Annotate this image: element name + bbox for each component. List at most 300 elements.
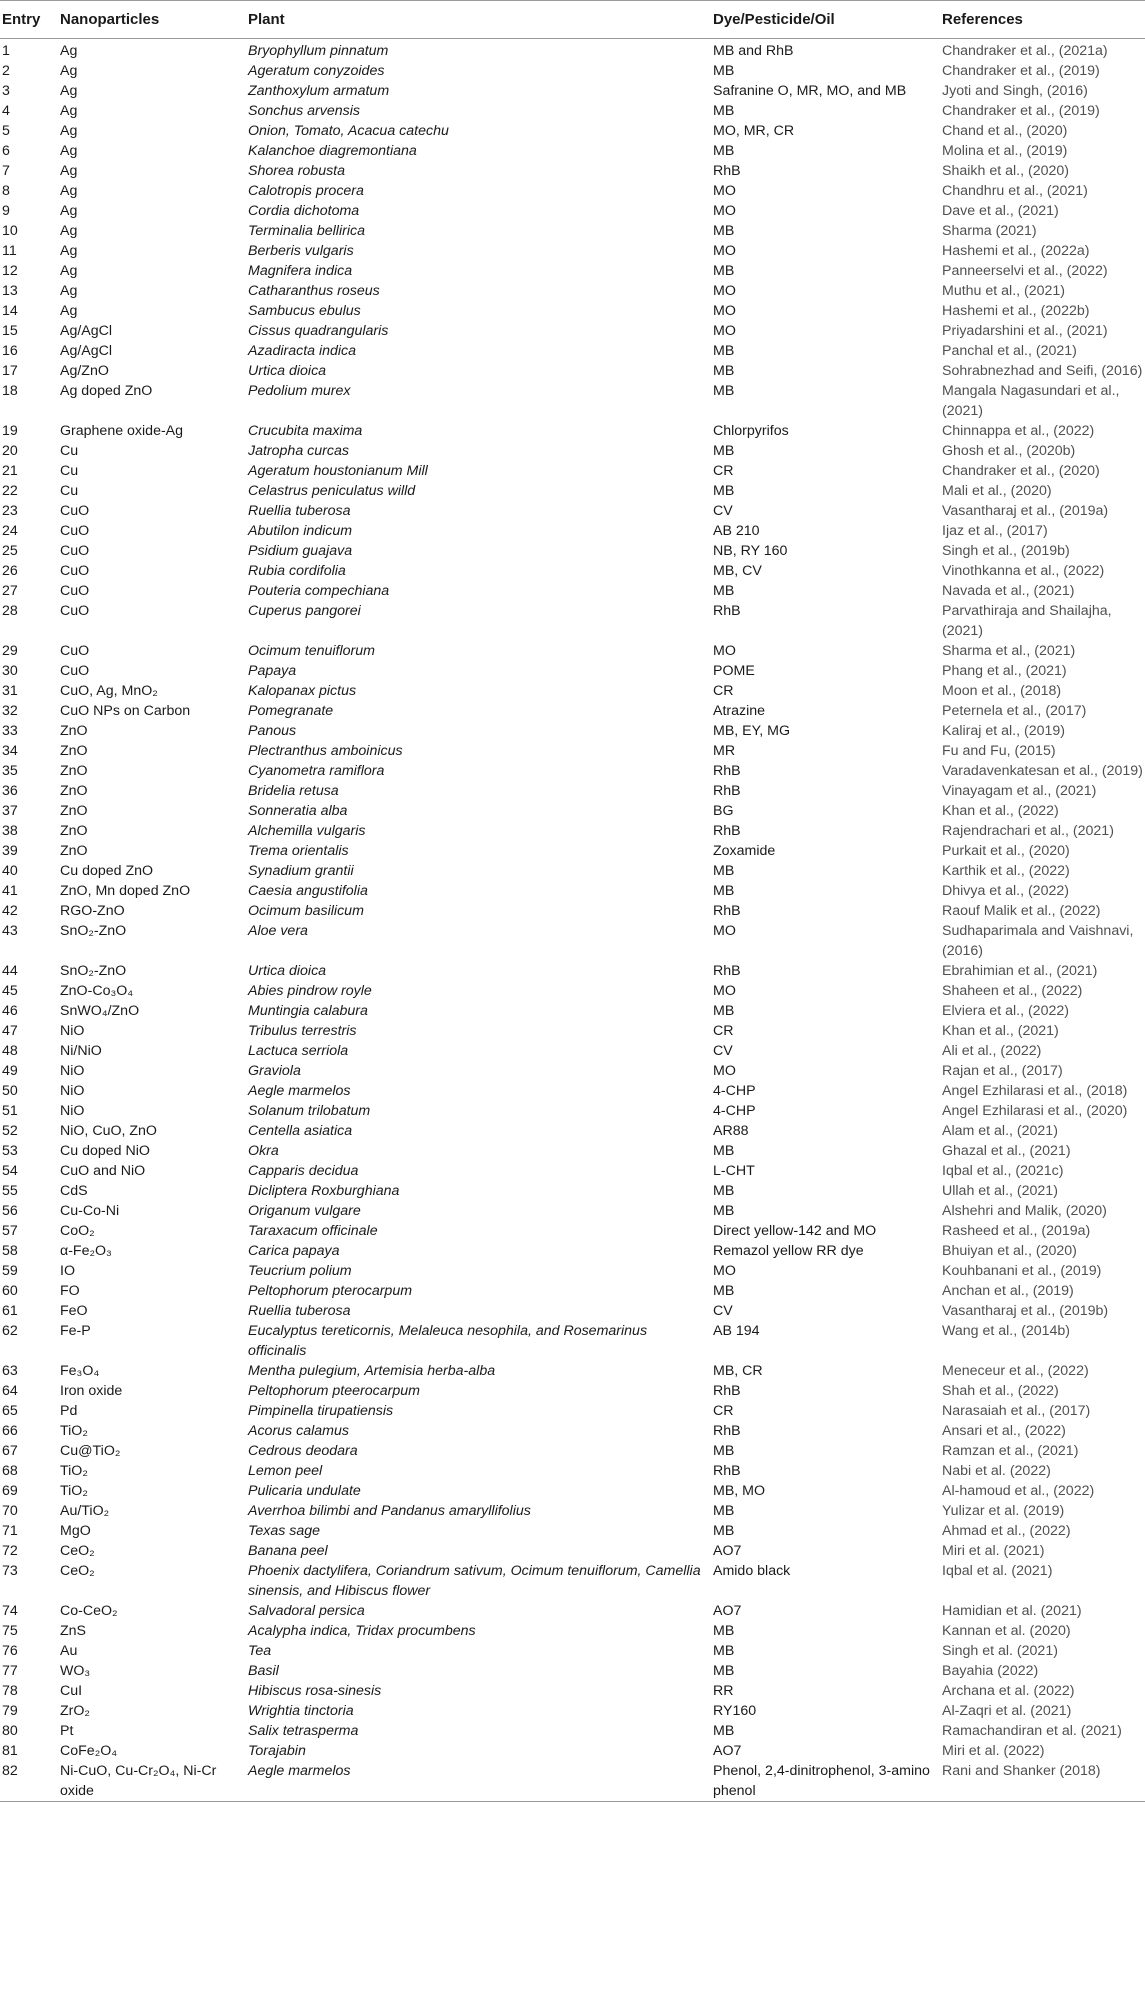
nanoparticle-cell: Ag/ZnO (60, 363, 109, 379)
entry-cell: 62 (2, 1323, 18, 1339)
nanoparticle-cell: CuO (60, 523, 90, 539)
reference-cell: Chand et al., (2020) (942, 123, 1068, 139)
entry-cell: 56 (2, 1203, 18, 1219)
reference-cell: Shaheen et al., (2022) (942, 983, 1083, 999)
dye-cell: CR (713, 1403, 734, 1419)
dye-cell: MB (713, 223, 735, 239)
nanoparticle-cell: RGO-ZnO (60, 903, 125, 919)
table-row (0, 1481, 1145, 1501)
table-row (0, 1501, 1145, 1521)
reference-cell: Ansari et al., (2022) (942, 1423, 1066, 1439)
dye-cell: Atrazine (713, 703, 766, 719)
nanoparticle-cell: Cu@TiO₂ (60, 1443, 121, 1459)
entry-cell: 54 (2, 1163, 18, 1179)
entry-cell: 36 (2, 783, 18, 799)
plant-cell: Calotropis procera (248, 183, 364, 199)
dye-cell: AR88 (713, 1123, 749, 1139)
reference-cell: Kaliraj et al., (2019) (942, 723, 1066, 739)
plant-cell: Peltophorum pterocarpum (248, 1283, 413, 1299)
plant-cell: Magnifera indica (248, 263, 353, 279)
plant-cell: Origanum vulgare (248, 1203, 361, 1219)
plant-cell: Graviola (248, 1063, 301, 1079)
dye-cell: RhB (713, 763, 741, 779)
table-row (0, 461, 1145, 481)
reference-cell: Khan et al., (2022) (942, 803, 1059, 819)
entry-cell: 70 (2, 1503, 18, 1519)
nanoparticle-cell: TiO₂ (60, 1423, 88, 1439)
entry-cell: 44 (2, 963, 18, 979)
entry-cell: 21 (2, 463, 18, 479)
reference-cell: Ijaz et al., (2017) (942, 523, 1048, 539)
entry-cell: 19 (2, 423, 18, 439)
nanoparticle-cell: ZnO-Co₃O₄ (60, 983, 134, 999)
reference-cell: Rajan et al., (2017) (942, 1063, 1063, 1079)
reference-cell: Navada et al., (2021) (942, 583, 1075, 599)
plant-cell: Pimpinella tirupatiensis (248, 1403, 394, 1419)
reference-cell: Bayahia (2022) (942, 1663, 1039, 1679)
nanoparticle-cell: CuO (60, 563, 90, 579)
dye-cell: L-CHT (713, 1163, 755, 1179)
nanoparticle-cell: CuO and NiO (60, 1163, 146, 1179)
dye-cell: MB (713, 1443, 735, 1459)
dye-cell: POME (713, 663, 755, 679)
table-row (0, 1421, 1145, 1441)
nanoparticle-cell: Ag (60, 303, 78, 319)
dye-cell: MB (713, 1623, 735, 1639)
dye-cell: CR (713, 683, 734, 699)
table-row (0, 821, 1145, 841)
entry-cell: 79 (2, 1703, 18, 1719)
dye-cell: MB (713, 1183, 735, 1199)
dye-cell: Phenol, 2,4-dinitrophenol, 3-amino phenol (711, 1761, 940, 1802)
plant-cell: Salix tetrasperma (248, 1723, 359, 1739)
dye-cell: MO (713, 983, 736, 999)
nanoparticle-cell: Fe-P (60, 1323, 91, 1339)
table-row (0, 681, 1145, 701)
dye-cell: CV (713, 1303, 733, 1319)
table-row (0, 341, 1145, 361)
dye-cell: MO (713, 323, 736, 339)
table-row (0, 441, 1145, 461)
reference-cell: Elviera et al., (2022) (942, 1003, 1069, 1019)
reference-cell: Shah et al., (2022) (942, 1383, 1059, 1399)
table-row (0, 1721, 1145, 1741)
dye-cell: MB, CV (713, 563, 762, 579)
entry-cell: 68 (2, 1463, 18, 1479)
table-row (0, 861, 1145, 881)
table-row (0, 281, 1145, 301)
dye-cell: MB (713, 343, 735, 359)
plant-cell: Bryophyllum pinnatum (248, 43, 389, 59)
plant-cell: Azadiracta indica (248, 343, 357, 359)
dye-cell: RhB (713, 903, 741, 919)
plant-cell: Caesia angustifolia (248, 883, 368, 899)
nanoparticle-cell: NiO (60, 1063, 85, 1079)
table-row (0, 761, 1145, 781)
entry-cell: 76 (2, 1643, 18, 1659)
dye-cell: RY160 (713, 1703, 757, 1719)
table-row (0, 421, 1145, 441)
plant-cell: Shorea robusta (248, 163, 346, 179)
table-row (0, 1361, 1145, 1381)
plant-cell: Cuperus pangorei (248, 603, 361, 619)
entry-cell: 46 (2, 1003, 18, 1019)
dye-cell: MO (713, 283, 736, 299)
entry-cell: 4 (2, 103, 10, 119)
entry-cell: 48 (2, 1043, 18, 1059)
nanoparticle-cell: Cu (60, 463, 79, 479)
plant-cell: Zanthoxylum armatum (248, 83, 390, 99)
reference-cell: Angel Ezhilarasi et al., (2020) (942, 1103, 1128, 1119)
reference-cell: Priyadarshini et al., (2021) (942, 323, 1108, 339)
dye-cell: AO7 (713, 1603, 742, 1619)
dye-cell: MB and RhB (713, 43, 794, 59)
nanoparticle-cell: ZrO₂ (60, 1703, 90, 1719)
nanoparticle-cell: ZnO (60, 843, 88, 859)
nanoparticle-cell: MgO (60, 1523, 91, 1539)
entry-cell: 42 (2, 903, 18, 919)
entry-cell: 22 (2, 483, 18, 499)
dye-cell: MO (713, 203, 736, 219)
plant-cell: Abies pindrow royle (248, 983, 372, 999)
dye-cell: RhB (713, 1383, 741, 1399)
reference-cell: Alam et al., (2021) (942, 1123, 1058, 1139)
nanoparticle-cell: Ag/AgCl (60, 343, 113, 359)
header-plant: Plant (246, 1, 711, 39)
table-row (0, 661, 1145, 681)
header-nanoparticles: Nanoparticles (58, 1, 246, 39)
entry-cell: 33 (2, 723, 18, 739)
reference-cell: Bhuiyan et al., (2020) (942, 1243, 1077, 1259)
dye-cell: Remazol yellow RR dye (713, 1243, 864, 1259)
plant-cell: Cordia dichotoma (248, 203, 360, 219)
entry-cell: 6 (2, 143, 10, 159)
nanoparticle-cell: ZnO (60, 743, 88, 759)
entry-cell: 32 (2, 703, 18, 719)
table-row (0, 1041, 1145, 1061)
dye-cell: NB, RY 160 (713, 543, 788, 559)
plant-cell: Aegle marmelos (248, 1083, 351, 1099)
dye-cell: MB (713, 583, 735, 599)
dye-cell: RhB (713, 823, 741, 839)
entry-cell: 81 (2, 1743, 18, 1759)
dye-cell: MB (713, 443, 735, 459)
nanoparticle-cell: Ag (60, 83, 78, 99)
dye-cell: AB 210 (713, 523, 760, 539)
entry-cell: 16 (2, 343, 18, 359)
entry-cell: 24 (2, 523, 18, 539)
table-row (0, 701, 1145, 721)
nanoparticle-cell: Ag (60, 283, 78, 299)
entry-cell: 5 (2, 123, 10, 139)
nanoparticle-cell: Graphene oxide-Ag (60, 423, 184, 439)
nanoparticle-cell: Cu doped ZnO (60, 863, 154, 879)
dye-cell: Safranine O, MR, MO, and MB (713, 83, 907, 99)
plant-cell: Hibiscus rosa-sinesis (248, 1683, 382, 1699)
nanoparticle-cell: CeO₂ (60, 1543, 95, 1559)
dye-cell: RhB (713, 1423, 741, 1439)
entry-cell: 65 (2, 1403, 18, 1419)
nanoparticle-cell: CuO (60, 663, 90, 679)
plant-cell: Crucubita maxima (248, 423, 363, 439)
entry-cell: 27 (2, 583, 18, 599)
entry-cell: 74 (2, 1603, 18, 1619)
table-row (0, 1601, 1145, 1621)
table-row (0, 961, 1145, 981)
nanoparticle-cell: ZnO (60, 803, 88, 819)
dye-cell: Chlorpyrifos (713, 423, 789, 439)
dye-cell: MB (713, 103, 735, 119)
nanoparticle-cell: ZnO (60, 763, 88, 779)
reference-cell: Al-Zaqri et al. (2021) (942, 1703, 1072, 1719)
dye-cell: Zoxamide (713, 843, 776, 859)
dye-cell: AO7 (713, 1743, 742, 1759)
table-row (0, 921, 1145, 961)
table-row (0, 1181, 1145, 1201)
entry-cell: 67 (2, 1443, 18, 1459)
table-row (0, 981, 1145, 1001)
dye-cell: MO (713, 183, 736, 199)
reference-cell: Muthu et al., (2021) (942, 283, 1066, 299)
nanoparticle-cell: TiO₂ (60, 1483, 88, 1499)
entry-cell: 14 (2, 303, 18, 319)
table-row (0, 1661, 1145, 1681)
table-row (0, 141, 1145, 161)
table-row (0, 301, 1145, 321)
nanoparticle-cell: SnO₂-ZnO (60, 923, 127, 939)
entry-cell: 47 (2, 1023, 18, 1039)
table-row (0, 801, 1145, 821)
dye-cell: CV (713, 1043, 733, 1059)
plant-cell: Papaya (248, 663, 297, 679)
nanoparticle-cell: CuO, Ag, MnO₂ (60, 683, 158, 699)
nanoparticle-cell: NiO (60, 1103, 85, 1119)
reference-cell: Moon et al., (2018) (942, 683, 1062, 699)
table-row (0, 81, 1145, 101)
nanoparticle-cell: CdS (60, 1183, 88, 1199)
dye-cell: Direct yellow-142 and MO (713, 1223, 877, 1239)
dye-cell: RhB (713, 963, 741, 979)
entry-cell: 61 (2, 1303, 18, 1319)
dye-cell: MB (713, 883, 735, 899)
reference-cell: Iqbal et al., (2021c) (942, 1163, 1064, 1179)
nanoparticle-cell: Ag (60, 163, 78, 179)
nanoparticle-cell: ZnS (60, 1623, 87, 1639)
reference-cell: Vasantharaj et al., (2019a) (942, 503, 1109, 519)
plant-cell: Bridelia retusa (248, 783, 339, 799)
plant-cell: Texas sage (248, 1523, 321, 1539)
plant-cell: Acalypha indica, Tridax procumbens (248, 1623, 476, 1639)
table-row (0, 1301, 1145, 1321)
nanoparticle-cell: Co-CeO₂ (60, 1603, 118, 1619)
header-row (0, 1, 1145, 39)
reference-cell: Chandraker et al., (2020) (942, 463, 1100, 479)
plant-cell: Ruellia tuberosa (248, 503, 351, 519)
dye-cell: MO (713, 1063, 736, 1079)
entry-cell: 66 (2, 1423, 18, 1439)
table-row (0, 741, 1145, 761)
plant-cell: Berberis vulgaris (248, 243, 354, 259)
plant-cell: Basil (248, 1663, 279, 1679)
reference-cell: Ullah et al., (2021) (942, 1183, 1058, 1199)
dye-cell: BG (713, 803, 734, 819)
table-row (0, 1381, 1145, 1401)
plant-cell: Teucrium polium (248, 1263, 352, 1279)
entry-cell: 73 (2, 1563, 18, 1579)
entry-cell: 41 (2, 883, 18, 899)
table-row (0, 1741, 1145, 1761)
plant-cell: Averrhoa bilimbi and Pandanus amaryllifolius (248, 1503, 531, 1519)
table-row (0, 161, 1145, 181)
table-row (0, 1201, 1145, 1221)
dye-cell: MB (713, 263, 735, 279)
table-row (0, 361, 1145, 381)
entry-cell: 29 (2, 643, 18, 659)
reference-cell: Sudhaparimala and Vaishnavi, (2016) (942, 923, 1134, 959)
reference-cell: Dhivya et al., (2022) (942, 883, 1069, 899)
nanoparticle-cell: Au/TiO₂ (60, 1503, 110, 1519)
plant-cell: Ocimum tenuiflorum (248, 643, 375, 659)
nanoparticle-cell: Ag (60, 103, 78, 119)
plant-cell: Taraxacum officinale (248, 1223, 378, 1239)
dye-cell: MB, CR (713, 1363, 763, 1379)
reference-cell: Shaikh et al., (2020) (942, 163, 1069, 179)
plant-cell: Torajabin (248, 1743, 306, 1759)
dye-cell: MB (713, 1203, 735, 1219)
table-row (0, 1141, 1145, 1161)
nanoparticle-cell: SnO₂-ZnO (60, 963, 127, 979)
table-row (0, 561, 1145, 581)
reference-cell: Vasantharaj et al., (2019b) (942, 1303, 1109, 1319)
nanoparticle-cell: CuO (60, 603, 90, 619)
entry-cell: 58 (2, 1243, 18, 1259)
header-entry: Entry (0, 1, 58, 39)
entry-cell: 38 (2, 823, 18, 839)
plant-cell: Peltophorum pteerocarpum (248, 1383, 420, 1399)
reference-cell: Ramachandiran et al. (2021) (942, 1723, 1122, 1739)
table-row (0, 1761, 1145, 1802)
nanoparticle-cell: Ag (60, 43, 78, 59)
entry-cell: 1 (2, 43, 10, 59)
reference-cell: Singh et al. (2021) (942, 1643, 1058, 1659)
plant-cell: Cissus quadrangularis (248, 323, 389, 339)
reference-cell: Mali et al., (2020) (942, 483, 1052, 499)
nanoparticle-cell: ZnO (60, 783, 88, 799)
table-row (0, 1701, 1145, 1721)
plant-cell: Sonchus arvensis (248, 103, 360, 119)
nanoparticle-cell: CuO (60, 643, 90, 659)
nanoparticle-cell: CuO (60, 543, 90, 559)
reference-cell: Miri et al. (2021) (942, 1543, 1045, 1559)
entry-cell: 77 (2, 1663, 18, 1679)
entry-cell: 80 (2, 1723, 18, 1739)
nanoparticle-cell: TiO₂ (60, 1463, 88, 1479)
plant-cell: Trema orientalis (248, 843, 349, 859)
plant-cell: Ocimum basilicum (248, 903, 364, 919)
reference-cell: Raouf Malik et al., (2022) (942, 903, 1101, 919)
reference-cell: Alshehri and Malik, (2020) (942, 1203, 1107, 1219)
plant-cell: Sambucus ebulus (248, 303, 361, 319)
table-row (0, 1261, 1145, 1281)
entry-cell: 15 (2, 323, 18, 339)
entry-cell: 45 (2, 983, 18, 999)
reference-cell: Miri et al. (2022) (942, 1743, 1045, 1759)
reference-cell: Chinnappa et al., (2022) (942, 423, 1095, 439)
plant-cell: Cedrous deodara (248, 1443, 358, 1459)
table-row (0, 1061, 1145, 1081)
reference-cell: Mangala Nagasundari et al., (2021) (942, 383, 1120, 419)
table-body (0, 39, 1145, 1802)
plant-cell: Ruellia tuberosa (248, 1303, 351, 1319)
dye-cell: MB (713, 1663, 735, 1679)
nanoparticle-cell: Ag (60, 203, 78, 219)
plant-cell: Okra (248, 1143, 279, 1159)
table-row (0, 541, 1145, 561)
table-row (0, 1021, 1145, 1041)
nanoparticle-cell: CuO NPs on Carbon (60, 703, 191, 719)
table-row (0, 1521, 1145, 1541)
entry-cell: 82 (0, 1761, 58, 1802)
reference-cell: Archana et al. (2022) (942, 1683, 1075, 1699)
entry-cell: 63 (2, 1363, 18, 1379)
reference-cell: Panchal et al., (2021) (942, 343, 1077, 359)
reference-cell: Ebrahimian et al., (2021) (942, 963, 1098, 979)
table-row (0, 501, 1145, 521)
plant-cell: Alchemilla vulgaris (248, 823, 366, 839)
plant-cell: Plectranthus amboinicus (248, 743, 403, 759)
nanoparticle-cell: Cu doped NiO (60, 1143, 150, 1159)
nanoparticle-cell: Cu (60, 443, 79, 459)
plant-cell: Celastrus peniculatus willd (248, 483, 416, 499)
table-row (0, 1441, 1145, 1461)
entry-cell: 71 (2, 1523, 18, 1539)
dye-cell: 4-CHP (713, 1103, 756, 1119)
table-row (0, 881, 1145, 901)
dye-cell: CR (713, 1023, 734, 1039)
dye-cell: MB (713, 863, 735, 879)
reference-cell: Sharma et al., (2021) (942, 643, 1076, 659)
nanoparticle-cell: FeO (60, 1303, 88, 1319)
plant-cell: Catharanthus roseus (248, 283, 380, 299)
entry-cell: 52 (2, 1123, 18, 1139)
plant-cell: Cyanometra ramiflora (248, 763, 385, 779)
plant-cell: Urtica dioica (248, 363, 327, 379)
entry-cell: 30 (2, 663, 18, 679)
entry-cell: 59 (2, 1263, 18, 1279)
reference-cell: Peternela et al., (2017) (942, 703, 1087, 719)
dye-cell: MB (713, 63, 735, 79)
table-row (0, 1001, 1145, 1021)
table-row (0, 1241, 1145, 1261)
table-row (0, 901, 1145, 921)
nanoparticle-cell: Iron oxide (60, 1383, 123, 1399)
entry-cell: 53 (2, 1143, 18, 1159)
nanoparticle-cell: Pd (60, 1403, 78, 1419)
table-row (0, 1161, 1145, 1181)
dye-cell: MB (713, 363, 735, 379)
dye-cell: MB (713, 1723, 735, 1739)
table-row (0, 261, 1145, 281)
dye-cell: RhB (713, 783, 741, 799)
table-row (0, 1561, 1145, 1601)
plant-cell: Dicliptera Roxburghiana (248, 1183, 400, 1199)
dye-cell: AB 194 (713, 1323, 760, 1339)
nanoparticle-cell: CoO₂ (60, 1223, 95, 1239)
plant-cell: Carica papaya (248, 1243, 340, 1259)
plant-cell: Tea (248, 1643, 272, 1659)
reference-cell: Kannan et al. (2020) (942, 1623, 1071, 1639)
dye-cell: MB (713, 383, 735, 399)
